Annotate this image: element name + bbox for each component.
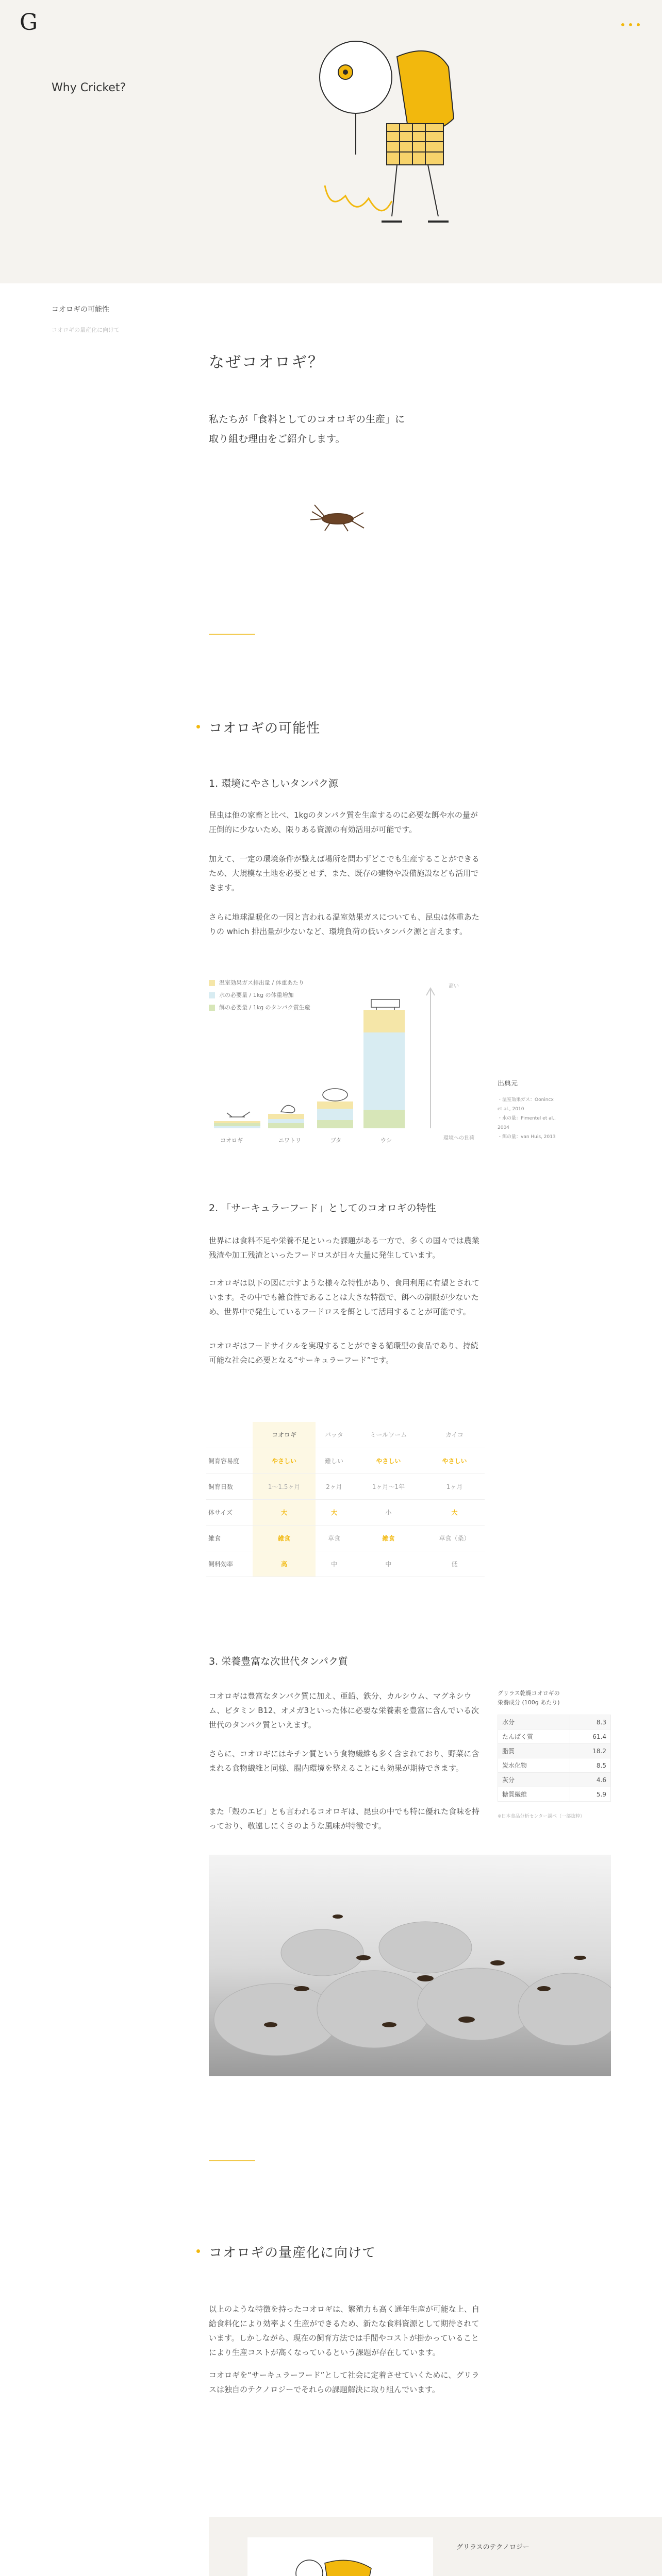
section1-heading: コオロギの可能性 [209,721,321,736]
table-corner [206,1422,253,1448]
sub3-p1: コオロギは豊富なタンパク質に加え、亜鉛、鉄分、カルシウム、マグネシウム、ビタミン B12、オメガ3といった体に必要な栄養素を豊富に含んでいる次世代のタンパク質といえます。 [209,1691,479,1730]
table-cell: 1〜1.5ヶ月 [253,1473,316,1499]
hero-illustration [278,21,495,247]
table-cell: 雑食 [253,1525,316,1551]
nutrient-value: 18.2 [570,1744,610,1758]
nutrition-title-line: 栄養成分 (100g あたり) [498,1699,560,1706]
table-row [498,1758,611,1773]
row-label: 飼料効率 [206,1551,253,1577]
source-item: ・温室効果ガス：Oonincx et al., 2010 [498,1097,554,1112]
table-cell: 中 [316,1551,353,1577]
table-cell: 難しい [316,1448,353,1473]
sub1-p2: 加えて、一定の環境条件が整えば場所を問わずどこでも生産することができるため、大規模な土地を必要とせず、また、既存の建物や設備施設なども活用できます。 [209,854,479,892]
table-row [498,1744,611,1758]
source-item: ・餌の量：van Huis, 2013 [498,1134,556,1140]
table-cell: 大 [253,1499,316,1525]
table-cell: 雑食 [353,1525,424,1551]
row-label: 飼育日数 [206,1473,253,1499]
sub1-p1: 昆虫は他の家畜と比べ、1kgのタンパク質を生産するのに必要な餌や水の量が圧倒的に少ないため、限りある資源の有効活用が可能です。 [209,810,478,834]
sub1-title: 1. 環境にやさしいタンパク源 [209,778,338,789]
table-cell: やさしい [424,1448,485,1473]
nutrient-name: 糖質繊維 [498,1787,570,1802]
sources-title: 出典元 [498,1080,518,1088]
legend-label: 餌の必要量 / 1kg のタンパク質生産 [219,1004,310,1011]
table-cell: 草食 [316,1525,353,1551]
nutrition-title-line: グリラス乾燥コオロギの [498,1690,560,1697]
sub2-title: 2. 「サーキュラーフード」としてのコオロギの特性 [209,1202,436,1214]
column-header: コオロギ [253,1422,316,1448]
row-label: 飼育容易度 [206,1448,253,1473]
table-header-row [206,1422,485,1448]
table-row [498,1715,611,1730]
section-bullet-1 [196,725,200,728]
nutrient-value: 8.5 [570,1758,610,1773]
legend-label: 温室効果ガス排出量 / 体重あたり [219,979,304,986]
animal-label: コオロギ [220,1137,243,1144]
technology-image [247,2537,433,2576]
table-cell: 2ヶ月 [316,1473,353,1499]
sub3-p2: さらに、コオロギにはキチン質という食物繊維も多く含まれており、野菜に含まれる食物繊維と同様、腸内環境を整えることにも効果が期待できます。 [209,1749,479,1773]
animal-label: ブタ [330,1137,342,1144]
nutrient-value: 4.6 [570,1773,610,1787]
animal-label: ニワトリ [278,1137,301,1144]
sub2-p1: 世界には食料不足や栄養不足といった課題がある一方で、多くの国々では農業残渣や加工残渣といったフードロスが日々大量に発生しています。 [209,1236,479,1260]
sub2-p3: コオロギはフードサイクルを実現することができる循環型の食品であり、持続可能な社会に必要となる“サーキュラーフード”です。 [209,1341,478,1365]
insect-comparison-table [206,1422,485,1577]
table-cell: 1ヶ月 [424,1473,485,1499]
table-cell: やさしい [353,1448,424,1473]
menu-icon[interactable] [621,23,640,26]
crickets-photo [209,1855,611,2076]
cricket-illustration [309,502,366,533]
table-row [206,1448,485,1473]
section-bullet-2 [196,2249,200,2253]
impact-infographic [209,979,498,1159]
table-cell: 中 [353,1551,424,1577]
hero-section [0,0,662,283]
technology-banner[interactable] [209,2517,662,2576]
table-cell: やさしい [253,1448,316,1473]
intro-lead-line1: 私たちが「食料としてのコオロギの生産」に [209,414,405,425]
nutrient-value: 61.4 [570,1730,610,1744]
section2-heading: コオロギの量産化に向けて [209,2245,376,2261]
table-cell: 低 [424,1551,485,1577]
sub1-p3: さらに地球温暖化の一因と言われる温室効果ガスについても、昆虫は体重あたりの which 排出量が少ないなど、環境負荷の低いタンパク源と言えます。 [209,912,479,936]
intro-lead-line2: 取り組む理由をご紹介します。 [209,433,345,445]
technology-illustration [247,2537,433,2576]
sub2-p2: コオロギは以下の図に示すような様々な特性があり、食用利用に有望とされています。その中でも雑食性であることは大きな特徴で、餌への制限が少ないため、世界中で発生しているフードロスを餌として活用することが可能です。 [209,1278,480,1316]
sources-list [498,1095,557,1142]
table-cell: 1ヶ月〜1年 [353,1473,424,1499]
axis-bottom-label: 環境への負荷 [443,1136,474,1141]
intro-lead [209,410,405,449]
table-row [498,1787,611,1802]
table-cell: 小 [353,1499,424,1525]
table-cell: 大 [316,1499,353,1525]
column-header: カイコ [424,1422,485,1448]
sub3-p3: また「殻のエビ」とも言われるコオロギは、昆虫の中でも特に優れた食味を持っており、敬遠しにくさのような風味が特徴です。 [209,1807,480,1831]
divider-2 [209,2160,255,2161]
intro-heading: なぜコオロギ？ [209,353,324,371]
nutrition-table [498,1715,611,1802]
table-cell: 草食（桑） [424,1525,485,1551]
table-cell: 大 [424,1499,485,1525]
nutrition-note: ※日本食品分析センター調べ（一部抜粋） [498,1814,585,1819]
source-item: ・水の量：Pimentel et al., 2004 [498,1116,556,1130]
sub3-title: 3. 栄養豊富な次世代タンパク質 [209,1656,348,1667]
column-header: バッタ [316,1422,353,1448]
table-row [206,1499,485,1525]
nutrient-name: 灰分 [498,1773,570,1787]
divider-1 [209,634,255,635]
table-row [498,1730,611,1744]
table-row [206,1473,485,1499]
legend-label: 水の必要量 / 1kg の体重増加 [219,992,294,998]
animal-label: ウシ [380,1137,392,1144]
section2-p1: 以上のような特徴を持ったコオロギは、繁殖力も高く通年生産が可能な上、自給食料化により効率よく生産ができるため、新たな食料資源として期待されています。しかしながら、現在の飼育方法では手間やコストが掛かっていることにより生産コストが高くなっているという課題が存在しています。 [209,2304,480,2357]
nutrient-name: 水分 [498,1715,570,1730]
row-label: 雑食 [206,1525,253,1551]
page-title: Why Cricket? [52,81,126,94]
table-row [498,1773,611,1787]
nutrition-table-title [498,1689,560,1707]
side-nav-current[interactable]: コオロギの可能性 [52,306,109,314]
row-label: 体サイズ [206,1499,253,1525]
nutrient-name: 炭水化物 [498,1758,570,1773]
table-row [206,1525,485,1551]
technology-card-title: グリラスのテクノロジー [456,2544,529,2551]
side-nav-next[interactable]: コオロギの量産化に向けて [52,327,120,333]
axis-top-label: 高い [449,984,459,989]
column-header: ミールワーム [353,1422,424,1448]
table-row [206,1551,485,1577]
nutrient-name: たんぱく質 [498,1730,570,1744]
table-cell: 高 [253,1551,316,1577]
nutrient-value: 8.3 [570,1715,610,1730]
nutrient-value: 5.9 [570,1787,610,1802]
nutrient-name: 脂質 [498,1744,570,1758]
section2-p2: コオロギを“サーキュラーフード”として社会に定着させていくために、グリラスは独自のテクノロジーでそれらの課題解決に取り組んでいます。 [209,2370,479,2394]
site-logo[interactable]: G [20,9,38,36]
